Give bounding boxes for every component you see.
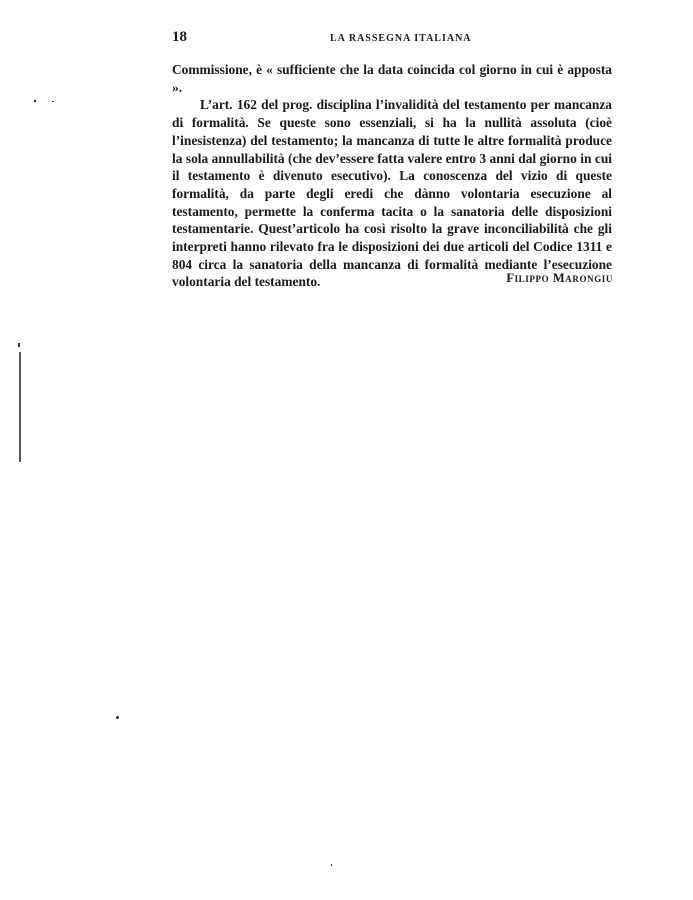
author-signature: Filippo Marongiu	[506, 271, 613, 285]
page-number: 18	[172, 29, 187, 45]
paragraph-continuation: Commissione, è « sufficiente che la data coincida col giorno in cui è apposta ».	[172, 62, 612, 95]
scan-speck	[18, 343, 20, 347]
article-body	[172, 61, 612, 291]
running-head: LA RASSEGNA ITALIANA	[330, 33, 472, 44]
scan-margin-line	[19, 352, 21, 462]
paragraph-art-162: L’art. 162 del prog. disciplina l’invalidità del testamento per mancanza di formalità. Se queste sono essenziali, si ha la nullità assoluta (cioè l’inesistenza) del testamento; la mancanza di tutte le altre formalità produce la sola annullabilità (che dev’essere fatta valere entro 3 anni dal giorno in cui il testamento è divenuto esecutivo). La conoscenza del vizio di queste formalità, da parte degli eredi che dànno volontaria esecuzione al testamento, permette la conferma tacita o la sanatoria delle disposizioni testamentarie. Quest’articolo ha così risolto la grave inconciliabilità che gli interpreti hanno rilevato fra le disposizioni dei due articoli del Codice 1311 e 804 circa la sanatoria della mancanza di formalità mediante l’esecuzione volontaria del testamento.	[172, 97, 612, 290]
scan-speck	[116, 716, 119, 719]
scan-speck	[52, 101, 54, 102]
scan-speck	[34, 100, 36, 102]
scan-speck	[331, 864, 332, 866]
